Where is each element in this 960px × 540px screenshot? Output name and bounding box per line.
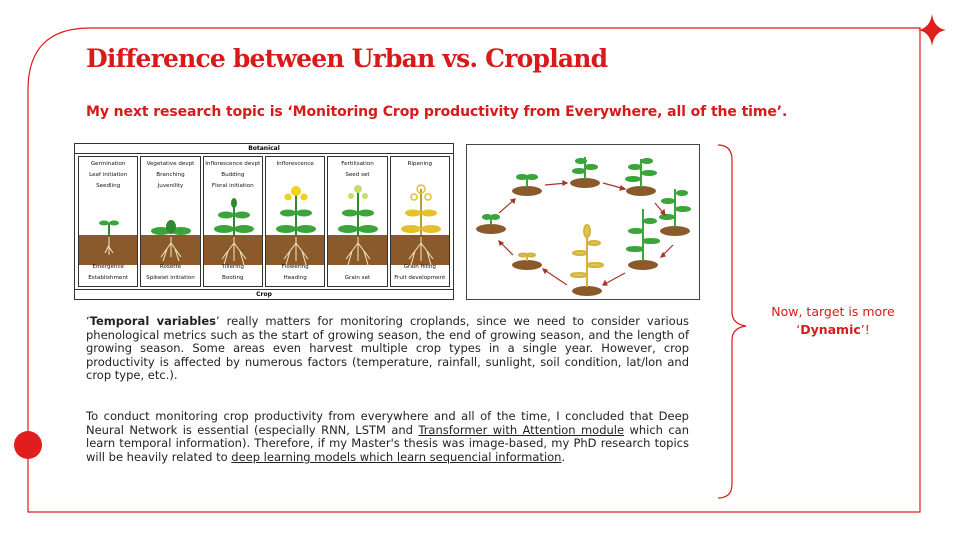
right-brace [718,145,746,498]
stage-inflorescence-devpt: Inflorescence devpt Budding Floral initiation Tillering Booting [203,156,263,287]
paragraph-temporal-variables: ‘Temporal variables’ really matters for monitoring croplands, since we need to consider various phenological metrics such as the start of growing season, the end of growing season, and the length of growing season. Some areas even harvest multiple crop types in a single year. However, crop productivity is affected by numerous factors (temperature, rainfall, sunlight, soil condition, lat/lon and crop type, etc.). [86,314,690,383]
side-note: Now, target is more ‘Dynamic’! [771,304,895,337]
stage-ripening: Ripening Grain filling Fruit development [390,156,450,287]
link-transformer-attention[interactable]: Transformer with Attention module [418,422,625,437]
grain-set-icon [328,157,387,287]
crop-cycle-figure [466,144,700,300]
emph-dynamic: Dynamic [800,322,861,337]
decorative-red-dot [14,431,42,459]
figure-header: Botanical [75,144,453,154]
stage-vegetative: Vegetative devpt Branching Juvenility Rosette Spikelet initiation [140,156,200,287]
stage-germination: Germination Leaf initiation Seedling Emergence Establishment [78,156,138,287]
stage-inflorescence: Inflorescence Flowering Heading [265,156,325,287]
stage-fertilisation: Fertilisation Seed set Grain set [327,156,387,287]
link-sequential-models[interactable]: deep learning models which learn sequencial information [231,449,562,464]
slide-title: Difference between Urban vs. Cropland [86,44,608,73]
sparkle-icon [918,14,946,46]
term-temporal-variables: Temporal variables [89,314,217,328]
figure-footer: Crop [75,289,453,299]
paragraph-deep-learning: To conduct monitoring crop productivity from everywhere and all of the time, I concluded that Deep Neural Network is essential (especially RNN, LSTM and Transformer with Attention module which can learn temporal information). Therefore, if my Master's thesis was image-based, my PhD research topics will be heavily related to deep learning models which learn sequencial information. [86,409,689,464]
crop-cycle-illustration [467,145,699,299]
phenology-figure [74,143,454,300]
slide-subtitle: My next research topic is ‘Monitoring Crop productivity from Everywhere, all of the time’. [86,104,788,120]
